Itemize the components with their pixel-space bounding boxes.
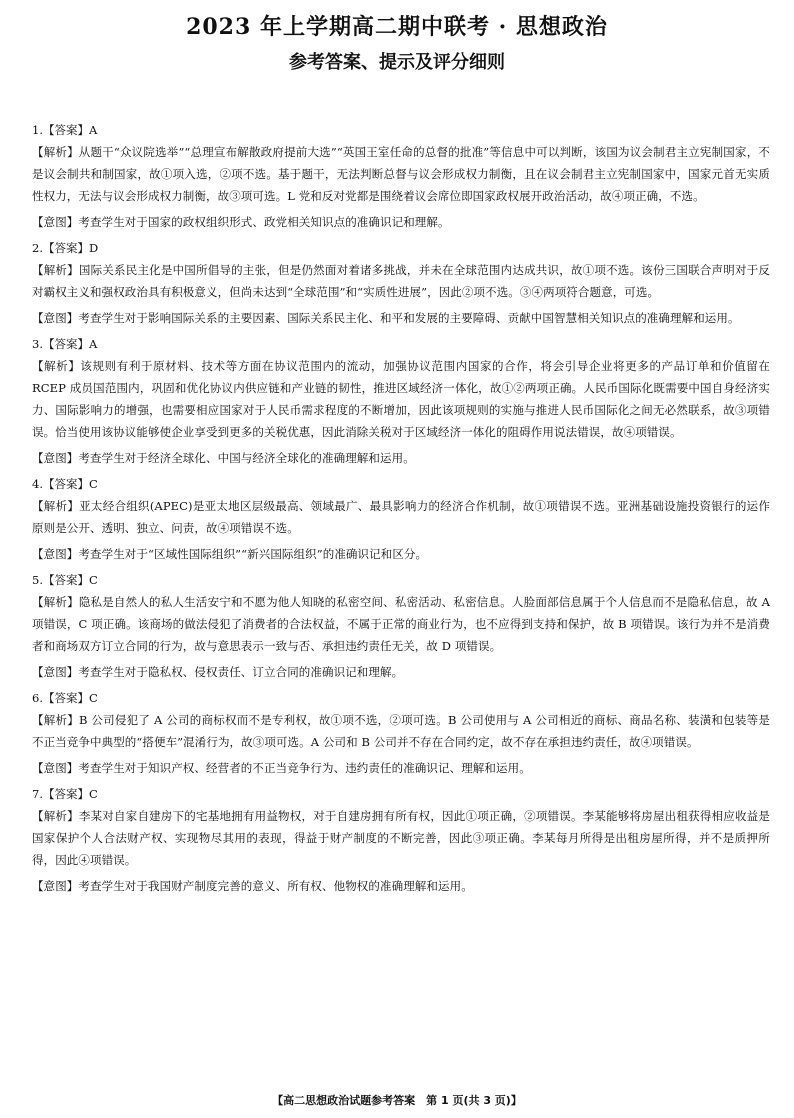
analysis-paragraph: 【解析】李某对自家自建房下的宅基地拥有用益物权，对于自建房拥有所有权，因此①项正确，②项错误。李某能够将房屋出租获得相应收益是国家保护个人合法财产权、实现物尽其用的表现，得益于财产制度的不断完善，因此③项正确。李某每月所得是出租房屋所得，并不是质押所得，因此④项错误。 bbox=[32, 809, 770, 867]
answer-line: 2.【答案】D bbox=[32, 241, 99, 255]
question-item-5 bbox=[32, 569, 770, 683]
question-item-2 bbox=[32, 237, 770, 329]
answer-line: 3.【答案】A bbox=[32, 337, 98, 351]
answer-line: 5.【答案】C bbox=[32, 573, 98, 587]
analysis-paragraph: 【解析】国际关系民主化是中国所倡导的主张，但是仍然面对着诸多挑战，并未在全球范围内达成共识，故①项不选。该份三国联合声明对于反对霸权主义和强权政治具有积极意义，但尚未达到“全球范围”和“实质性进展”，因此②项不选。③④两项符合题意，可选。 bbox=[32, 263, 770, 299]
answer-line: 4.【答案】C bbox=[32, 477, 98, 491]
analysis-paragraph: 【解析】隐私是自然人的私人生活安宁和不愿为他人知晓的私密空间、私密活动、私密信息。人脸面部信息属于个人信息而不是隐私信息，故 A 项错误，C 项正确。该商场的做法侵犯了消费者的合法权益，不属于正常的商业行为，也不应得到支持和保护，故 B 项错误。该行为并不是消费者和商场双方订立合同的行为，故与意思表示一致与否、承担违约责任无关，故 D 项错误。 bbox=[32, 595, 770, 653]
intent-paragraph: 【意图】考查学生对于我国财产制度完善的意义、所有权、他物权的准确理解和运用。 bbox=[32, 879, 473, 893]
intent-paragraph: 【意图】考查学生对于影响国际关系的主要因素、国际关系民主化、和平和发展的主要障碍、贡献中国智慧相关知识点的准确理解和运用。 bbox=[32, 311, 740, 325]
intent-paragraph: 【意图】考查学生对于隐私权、侵权责任、订立合同的准确识记和理解。 bbox=[32, 665, 404, 679]
analysis-paragraph: 【解析】该规则有利于原材料、技术等方面在协议范围内的流动，加强协议范围内国家的合作，将会引导企业将更多的产品订单和价值留在 RCEP 成员国范围内，巩固和优化协议内供应链和产业链的韧性，推进区域经济一体化，故①②两项正确。人民币国际化既需要中国自身经济实力、国际影响力的增强，也需要相应国家对于人民币需求程度的不断增加，因此该项规则的实施与推进人民币国际化之间无必然联系，故③项错误。恰当使用该协议能够使企业享受到更多的关税优惠，因此消除关税对于区域经济一体化的阻碍作用说法错误，故④项错误。 bbox=[32, 359, 770, 439]
question-item-7 bbox=[32, 783, 770, 897]
analysis-paragraph: 【解析】亚太经合组织(APEC)是亚太地区层级最高、领域最广、最具影响力的经济合作机制，故①项错误不选。亚洲基础设施投资银行的运作原则是公开、透明、独立、问责，故④项错误不选。 bbox=[32, 499, 770, 535]
answer-list bbox=[32, 119, 770, 897]
intent-paragraph: 【意图】考查学生对于知识产权、经营者的不正当竞争行为、违约责任的准确识记、理解和运用。 bbox=[32, 761, 531, 775]
question-item-6 bbox=[32, 687, 770, 779]
answer-line: 7.【答案】C bbox=[32, 787, 98, 801]
answer-line: 6.【答案】C bbox=[32, 691, 98, 705]
question-item-1 bbox=[32, 119, 770, 233]
page-title: 2023 年上学期高二期中联考 · 思想政治 bbox=[186, 14, 608, 40]
answer-line: 1.【答案】A bbox=[32, 123, 98, 137]
question-item-3 bbox=[32, 333, 770, 469]
intent-paragraph: 【意图】考查学生对于“区域性国际组织”“新兴国际组织”的准确识记和区分。 bbox=[32, 547, 428, 561]
analysis-paragraph: 【解析】从题干“众议院选举”“总理宣布解散政府提前大选”“英国王室任命的总督的批准”等信息中可以判断，该国为议会制君主立宪制国家，不是议会制共和制国家，故①项入选，②项不选。基于题干，无法判断总督与议会形成权力制衡，且在议会制君主立宪制国家中，国家元首无实质性权力，无法与议会形成权力制衡，故③项可选。L 党和反对党都是围绕着议会席位即国家政权展开政治活动，故④项正确，不选。 bbox=[32, 145, 770, 203]
page-subtitle: 参考答案、提示及评分细则 bbox=[289, 52, 505, 73]
intent-paragraph: 【意图】考查学生对于经济全球化、中国与经济全球化的准确理解和运用。 bbox=[32, 451, 415, 465]
intent-paragraph: 【意图】考查学生对于国家的政权组织形式、政党相关知识点的准确识记和理解。 bbox=[32, 215, 450, 229]
page-footer: 【高二思想政治试题参考答案 第 1 页(共 3 页)】 bbox=[272, 1094, 522, 1107]
question-item-4 bbox=[32, 473, 770, 565]
analysis-paragraph: 【解析】B 公司侵犯了 A 公司的商标权而不是专利权，故①项不选，②项可选。B 公司使用与 A 公司相近的商标、商品名称、装潢和包装等是不正当竞争中典型的“搭便车”混淆行为，故③项可选。A 公司和 B 公司并不存在合同约定，故不存在承担违约责任，故④项错误。 bbox=[32, 713, 770, 749]
